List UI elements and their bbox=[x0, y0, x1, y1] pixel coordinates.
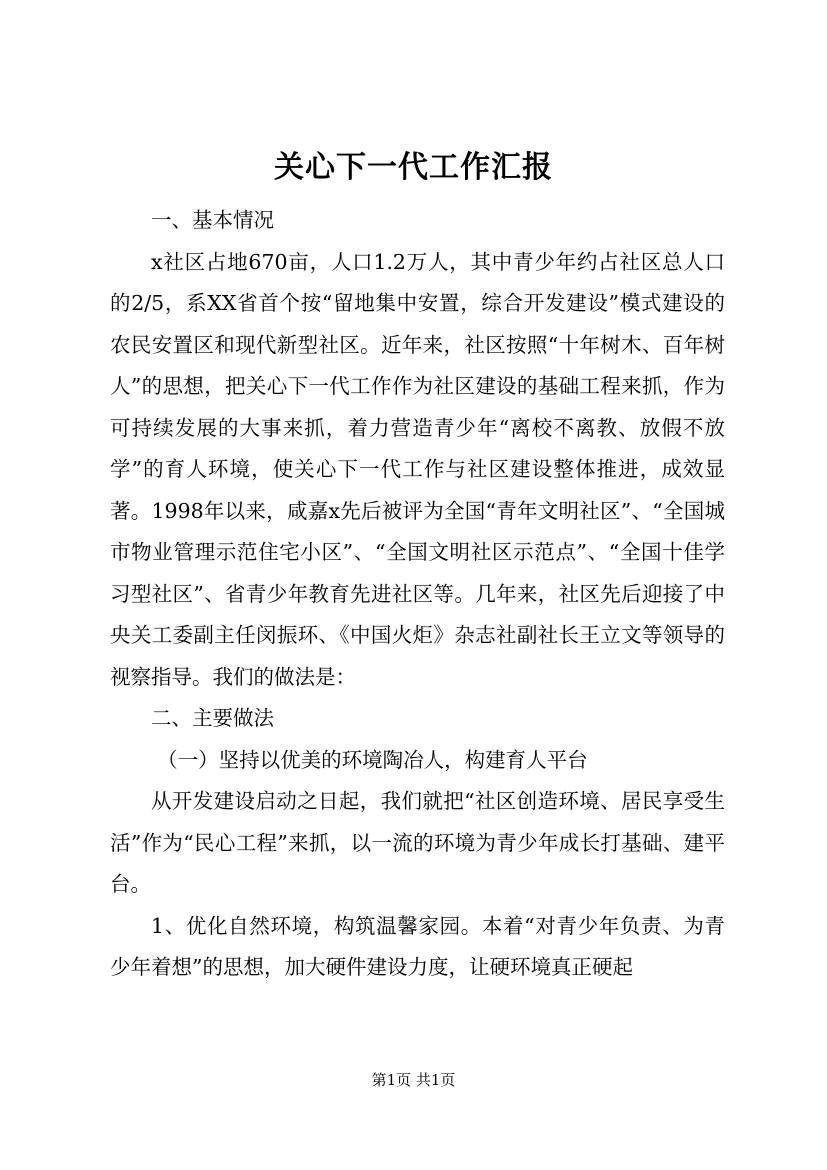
document-body bbox=[110, 200, 725, 989]
document-title: 关心下一代工作汇报 bbox=[274, 150, 553, 185]
paragraph-environment: 从开发建设启动之日起，我们就把“社区创造环境、居民享受生活”作为“民心工程”来抓，以一流的环境为青少年成长打基础、建平台。 bbox=[110, 789, 725, 896]
page-footer: 第1页 共1页 bbox=[371, 1071, 456, 1089]
section-heading-main-practices: 二、主要做法 bbox=[151, 706, 274, 730]
section-heading-basic-situation: 一、基本情况 bbox=[151, 208, 274, 232]
subsection-heading-environment: （一）坚持以优美的环境陶冶人，构建育人平台 bbox=[157, 747, 588, 772]
paragraph-basic-situation: x社区占地670亩，人口1.2万人，其中青少年约占社区总人口的2/5，系XX省首个按“留地集中安置，综合开发建设”模式建设的农民安置区和现代新型社区。近年来，社区按照“十年树木、百年树人”的思想，把关心下一代工作作为社区建设的基础工程来抓，作为可持续发展的大事来抓，着力营造青少年“离校不离教、放假不放学”的育人环境，使关心下一代工作与社区建设整体推进，成效显著。1998年以来，咸嘉x先后被评为全国“青年文明社区”、“全国城市物业管理示范住宅小区”、“全国文明社区示范点”、“全国十佳学习型社区”、省青少年教育先进社区等。几年来，社区先后迎接了中央关工委副主任闵振环、《中国火炬》杂志社副社长王立文等领导的视察指导。我们的做法是： bbox=[110, 249, 725, 689]
paragraph-natural-environment: 1、优化自然环境，构筑温馨家园。本着“对青少年负责、为青少年着想”的思想，加大硬件建设力度，让硬环境真正硬起 bbox=[110, 913, 725, 979]
